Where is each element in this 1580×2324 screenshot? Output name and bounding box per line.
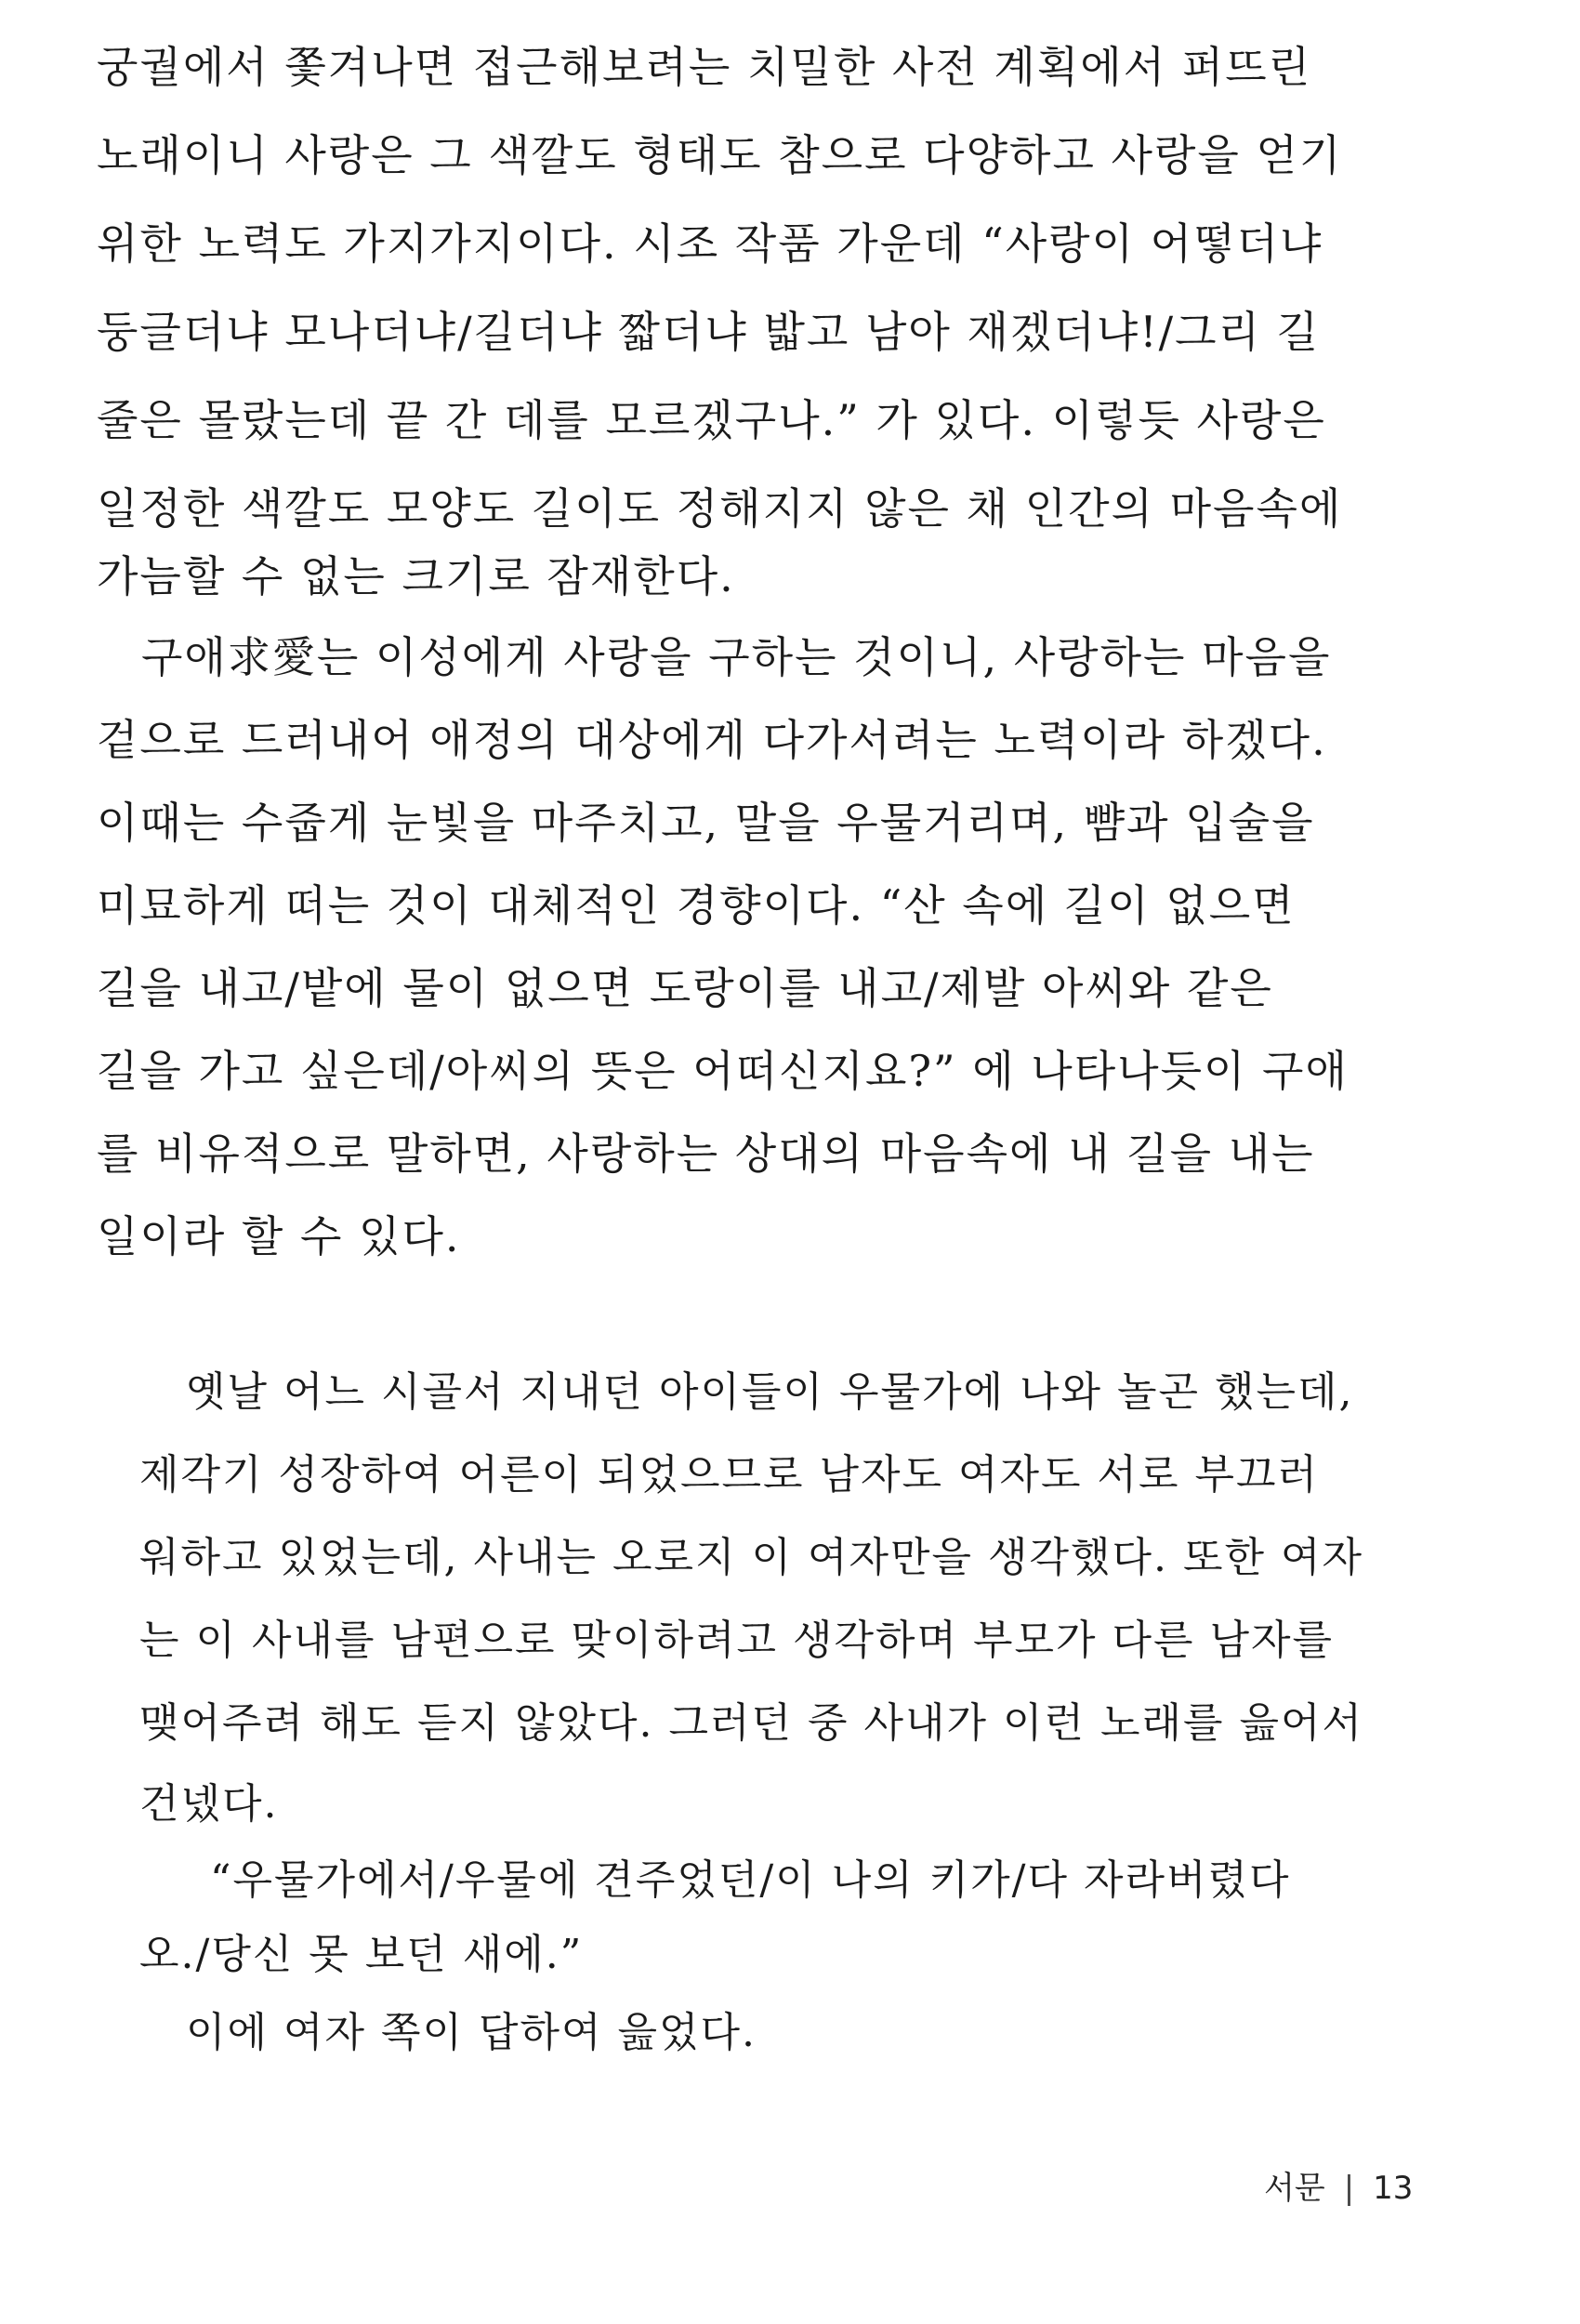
paragraph-1-line: 노래이니 사랑은 그 색깔도 형태도 참으로 다양하고 사랑을 얻기	[97, 130, 1343, 180]
paragraph-2-line: 길을 가고 싶은데/아씨의 뜻은 어떠신지요?” 에 나타나듯이 구애	[97, 1046, 1349, 1096]
poem-line: “우물가에서/우물에 견주었던/이 나의 키가/다 자라버렸다	[210, 1856, 1291, 1904]
paragraph-3-line: 제각기 성장하여 어른이 되었으므로 남자도 여자도 서로 부끄러	[139, 1451, 1320, 1499]
paragraph-2-line: 미묘하게 떠는 것이 대체적인 경향이다. “산 속에 길이 없으면	[97, 880, 1296, 931]
paragraph-3-line: 건넸다.	[139, 1780, 279, 1828]
paragraph-2-line: 일이라 할 수 있다.	[97, 1211, 461, 1261]
paragraph-2-line: 를 비유적으로 말하면, 사랑하는 상대의 마음속에 내 길을 내는	[97, 1129, 1315, 1179]
paragraph-1-line: 일정한 색깔도 모양도 길이도 정해지지 않은 채 인간의 마음속에	[97, 483, 1343, 534]
paragraph-1-line: 줄은 몰랐는데 끝 간 데를 모르겠구나.” 가 있다. 이렇듯 사랑은	[97, 395, 1326, 445]
paragraph-1-line: 가늠할 수 없는 크기로 잠재한다.	[97, 551, 735, 601]
paragraph-2-line: 이때는 수줍게 눈빛을 마주치고, 말을 우물거리며, 뺨과 입술을	[97, 798, 1315, 848]
paragraph-1-line: 궁궐에서 쫓겨나면 접근해보려는 치밀한 사전 계획에서 퍼뜨린	[97, 42, 1312, 92]
section-title: 서문	[1264, 2170, 1325, 2207]
paragraph-2-line: 겉으로 드러내어 애정의 대상에게 다가서려는 노력이라 하겠다.	[97, 715, 1327, 765]
paragraph-5-line: 이에 여자 쪽이 답하여 읊었다.	[186, 2009, 757, 2056]
paragraph-1-line: 위한 노력도 가지가지이다. 시조 작품 가운데 “사랑이 어떻더냐	[97, 218, 1323, 269]
paragraph-3-line: 맺어주려 해도 듣지 않았다. 그러던 중 사내가 이런 노래를 읊어서	[139, 1699, 1363, 1747]
page-footer	[1264, 2168, 1413, 2209]
poem-line: 오./당신 못 보던 새에.”	[139, 1931, 584, 1978]
paragraph-3-line: 워하고 있었는데, 사내는 오로지 이 여자만을 생각했다. 또한 여자	[139, 1534, 1363, 1581]
paragraph-3-line: 옛날 어느 시골서 지내던 아이들이 우물가에 나와 놀곤 했는데,	[186, 1368, 1354, 1416]
paragraph-3-line: 는 이 사내를 남편으로 맞이하려고 생각하며 부모가 다른 남자를	[139, 1617, 1334, 1664]
footer-separator: |	[1343, 2170, 1355, 2207]
paragraph-2-line: 구애求愛는 이성에게 사랑을 구하는 것이니, 사랑하는 마음을	[141, 632, 1332, 682]
page-number: 13	[1373, 2170, 1414, 2207]
paragraph-2-line: 길을 내고/밭에 물이 없으면 도랑이를 내고/제발 아씨와 같은	[97, 963, 1273, 1013]
paragraph-1-line: 둥글더냐 모나더냐/길더냐 짧더냐 밟고 남아 재겠더냐!/그리 길	[97, 307, 1321, 357]
